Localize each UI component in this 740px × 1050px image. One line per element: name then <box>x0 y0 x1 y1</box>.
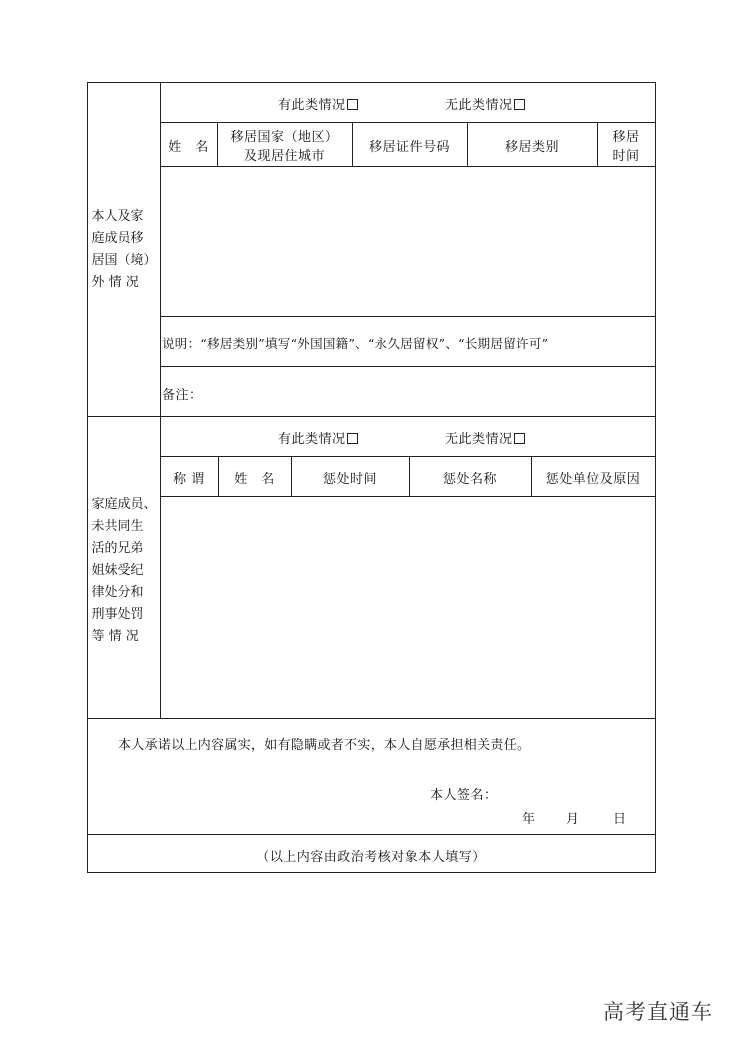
header-country-1: 移居国家（地区） <box>230 130 339 145</box>
category-note: 说明：“移居类别”填写“外国国籍”、“永久居留权”、“长期居留许可” <box>162 336 549 351</box>
has-case-label: 有此类情况 <box>278 98 346 113</box>
header-category: 移居类别 <box>504 140 559 155</box>
header-cert: 移居证件号码 <box>368 140 450 155</box>
checkbox-icon[interactable] <box>347 99 358 110</box>
section2-label-line: 姐妹受纪 <box>91 563 144 578</box>
header-relation: 称 谓 <box>173 472 205 487</box>
section2-label-line: 活的兄弟 <box>91 541 144 556</box>
has-case-option-2[interactable] <box>278 428 358 447</box>
section1-label-line: 外 情 况 <box>91 275 139 290</box>
header-country-2: 及现居住城市 <box>243 149 325 164</box>
section2-label <box>88 494 160 648</box>
no-case-option-2[interactable] <box>445 428 525 447</box>
has-case-option[interactable] <box>278 94 358 113</box>
no-case-option[interactable] <box>445 94 525 113</box>
section2-label-line: 刑事处罚 <box>91 607 144 622</box>
header-time-1: 移居 <box>612 130 640 145</box>
section2-label-line: 等 情 况 <box>91 629 139 644</box>
punishment-entry-area[interactable] <box>161 497 655 718</box>
has-case-label-2: 有此类情况 <box>278 432 346 447</box>
section1-label <box>88 206 160 294</box>
pledge-statement: 本人承诺以上内容属实，如有隐瞒或者不实，本人自愿承担相关责任。 <box>118 738 531 753</box>
section2-label-line: 家庭成员、 <box>91 497 157 512</box>
section1-label-line: 居国（境） <box>91 253 157 268</box>
checkbox-icon[interactable] <box>347 433 358 444</box>
no-case-label: 无此类情况 <box>445 98 513 113</box>
header-punish-time: 惩处时间 <box>322 472 377 487</box>
footer-note: （以上内容由政治考核对象本人填写） <box>256 850 486 865</box>
date-year: 年 <box>522 812 536 827</box>
header-name-2: 姓 名 <box>234 472 275 487</box>
signature-field[interactable] <box>500 778 650 802</box>
header-time-2: 时间 <box>612 149 640 164</box>
header-punish-unit: 惩处单位及原因 <box>545 472 641 487</box>
section1-label-line: 庭成员移 <box>91 231 144 246</box>
section2-label-line: 律处分和 <box>91 585 144 600</box>
checkbox-icon[interactable] <box>514 99 525 110</box>
section2-label-line: 未共同生 <box>91 519 144 534</box>
no-case-label-2: 无此类情况 <box>445 432 513 447</box>
date-month: 月 <box>566 812 580 827</box>
checkbox-icon[interactable] <box>514 433 525 444</box>
watermark: 高考直通车 <box>603 1000 713 1024</box>
header-name: 姓 名 <box>168 140 209 155</box>
date-day: 日 <box>613 812 627 827</box>
section1-label-line: 本人及家 <box>91 209 144 224</box>
remark-label: 备注： <box>162 388 203 403</box>
migration-entry-area[interactable] <box>161 167 655 316</box>
header-punish-title: 惩处名称 <box>442 472 497 487</box>
signature-label: 本人签名： <box>430 788 498 803</box>
remark-field[interactable] <box>200 367 655 416</box>
